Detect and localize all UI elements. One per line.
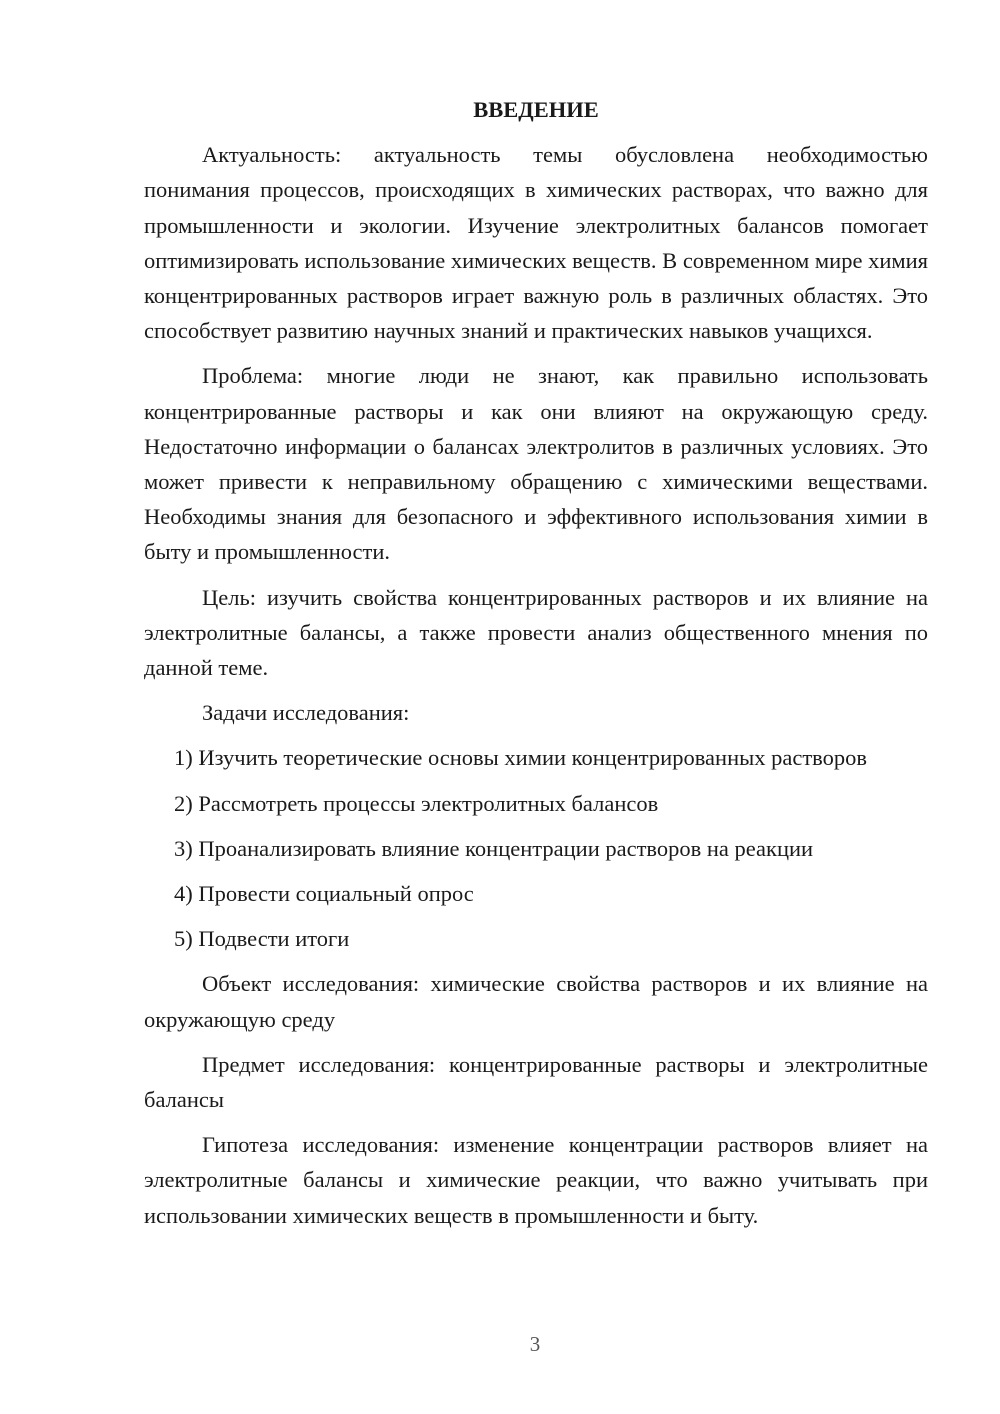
goal-paragraph: Цель: изучить свойства концентрированных растворов и их влияние на электролитные балансы, а также провести анализ общественного мнения по данной теме. bbox=[144, 584, 928, 681]
tasks-heading: Задачи исследования: bbox=[202, 700, 410, 726]
problem-paragraph: Проблема: многие люди не знают, как правильно использовать концентрированные растворы и как они влияют на окружающую среду. Недостаточно информации о балансах электролитов в различных условиях. Это может привести к неправильному обращению с химическими веществами. Необходимы знания для безопасного и эффективного использования химии в быту и промышленности. bbox=[144, 363, 928, 565]
task-item: 2) Рассмотреть процессы электролитных балансов bbox=[174, 790, 659, 816]
page-number: 3 bbox=[529, 1332, 541, 1356]
page-content bbox=[144, 92, 928, 1243]
object-paragraph: Объект исследования: химические свойства растворов и их влияние на окружающую среду bbox=[144, 971, 928, 1032]
task-item: 1) Изучить теоретические основы химии концентрированных растворов bbox=[174, 745, 867, 771]
task-item: 3) Проанализировать влияние концентрации растворов на реакции bbox=[174, 835, 814, 861]
task-item: 4) Провести социальный опрос bbox=[174, 881, 474, 907]
task-item: 5) Подвести итоги bbox=[174, 926, 350, 952]
relevance-paragraph: Актуальность: актуальность темы обусловлена необходимостью понимания процессов, происходящих в химических растворах, что важно для промышленности и экологии. Изучение электролитных балансов помогает оптимизировать использование химических веществ. В современном мире химия концентрированных растворов играет важную роль в различных областях. Это способствует развитию научных знаний и практических навыков учащихся. bbox=[144, 142, 928, 344]
subject-paragraph: Предмет исследования: концентрированные растворы и электролитные балансы bbox=[144, 1051, 928, 1113]
section-title: ВВЕДЕНИЕ bbox=[473, 97, 599, 122]
hypothesis-paragraph: Гипотеза исследования: изменение концентрации растворов влияет на электролитные балансы и химические реакции, что важно учитывать при использовании химических веществ в промышленности и быту. bbox=[144, 1132, 928, 1228]
